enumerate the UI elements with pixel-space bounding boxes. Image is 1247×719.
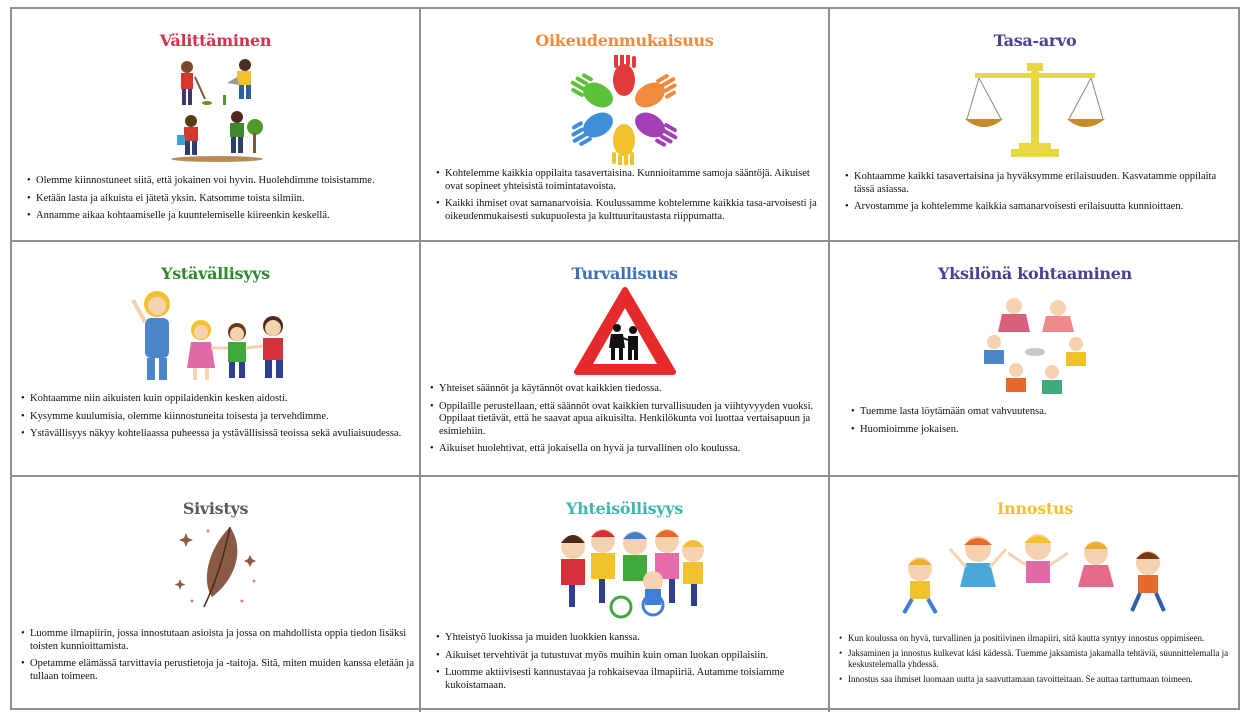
card-valittaminen <box>12 9 421 242</box>
bullet: • Arvostamme ja kohtelemme kaikkia samanarvoisesti erilaisuutta kunnioittaen. <box>844 201 1229 214</box>
balance-scale-icon <box>965 57 1105 161</box>
bullet: • Jaksaminen ja innostus kulkevat käsi kädessä. Tuemme jaksamista jakamalla tehtäviä, suunnittelemalla ja keskustelemalla yhdessä. <box>838 648 1236 670</box>
card-innostus <box>830 477 1240 712</box>
bullet: • Kaikki ihmiset ovat samanarvoisia. Koulussamme kohtelemme kaikkia tasa-arvoisesti ja oikeudenmukaisesti sukupuolesta ja kulttuuritaustasta riippumatta. <box>435 198 820 223</box>
bullet: • Innostus saa ihmiset luomaan uutta ja saavuttamaan tavoitteitaan. Se auttaa tarttumaan toimeen. <box>838 674 1236 685</box>
card-bullets <box>838 633 1236 689</box>
bullet: • Luomme aktiivisesti kannustavaa ja rohkaisevaa ilmapiiriä. Autamme toisiamme kukoistamaan. <box>435 667 825 692</box>
group-of-children-illustration <box>549 521 709 621</box>
card-bullets <box>435 632 825 697</box>
bullet: • Opetamme elämässä tarvittavia perustietoja ja -taitoja. Sitä, miten muiden kanssa eletään ja tullaan toimeen. <box>20 658 415 683</box>
bullet: • Ketään lasta ja aikuista ei jätetä yksin. Katsomme toista silmiin. <box>26 193 411 206</box>
card-title: Sivistys <box>182 499 249 518</box>
bullet: • Luomme ilmapiirin, jossa innostutaan asioista ja jossa on mahdollista oppia tiedon lisäksi toisten kunnioittamista. <box>20 628 415 653</box>
card-tasa-arvo <box>830 9 1240 242</box>
bullet: • Yhteiset säännöt ja käytännöt ovat kaikkien tiedossa. <box>429 383 824 396</box>
bullet: • Kun koulussa on hyvä, turvallinen ja positiivinen ilmapiiri, sitä kautta syntyy innostus oppimiseen. <box>838 633 1236 644</box>
card-bullets <box>429 383 824 461</box>
feather-quill-icon <box>172 521 262 613</box>
card-bullets <box>844 171 1229 219</box>
card-title: Välittäminen <box>159 31 272 50</box>
jumping-children-illustration <box>900 527 1170 619</box>
bullet: • Oppilaille perustellaan, että säännöt ovat kaikkien turvallisuuden ja viihtyvyyden vuoksi. Oppilaat tietävät, että he saavat apua aikuisilta. Henkilökunta voi luottaa vertaisapuun ja esimiehiin. <box>429 401 824 439</box>
card-ystavallisyys <box>12 242 421 477</box>
teacher-with-children-illustration <box>127 286 307 388</box>
card-turvallisuus <box>421 242 830 477</box>
children-in-circle-illustration <box>980 292 1090 398</box>
card-bullets <box>26 175 411 228</box>
card-bullets <box>20 393 415 446</box>
card-title: Tasa-arvo <box>993 31 1077 50</box>
card-yhteisollisyys <box>421 477 830 712</box>
bullet: • Tuemme lasta löytämään omat vahvuutensa. <box>850 406 1230 419</box>
bullet: • Kysymme kuulumisia, olemme kiinnostuneita toisesta ja tervehdimme. <box>20 411 415 424</box>
bullet: • Annamme aikaa kohtaamiselle ja kuuntelemiselle kiireenkin keskellä. <box>26 210 411 223</box>
bullet: • Ystävällisyys näkyy kohteliaassa puheessa ja ystävällisissä teoissa sekä avuliaisuudessa. <box>20 428 415 441</box>
card-title: Yksilönä kohtaaminen <box>938 264 1132 283</box>
bullet: • Kohtaamme niin aikuisten kuin oppilaidenkin kesken aidosti. <box>20 393 415 406</box>
children-crossing-warning-sign <box>573 286 677 378</box>
card-bullets <box>850 406 1230 441</box>
bullet: • Kohtaamme kaikki tasavertaisina ja hyväksymme erilaisuuden. Kasvatamme oppilaita tässä asiassa. <box>844 171 1229 196</box>
values-grid <box>10 7 1240 710</box>
bullet: • Kohtelemme kaikkia oppilaita tasavertaisina. Kunnioitamme samoja sääntöjä. Aikuiset ovat sopineet yhteisistä toimintatavoista. <box>435 168 820 193</box>
card-title: Innostus <box>996 499 1074 518</box>
card-oikeudenmukaisuus <box>421 9 830 242</box>
card-title: Yhteisöllisyys <box>565 499 684 518</box>
colorful-hands-circle-icon <box>569 55 679 165</box>
card-title: Oikeudenmukaisuus <box>535 31 714 50</box>
card-title: Turvallisuus <box>571 264 678 283</box>
card-bullets <box>20 628 415 688</box>
bullet: • Yhteistyö luokissa ja muiden luokkien kanssa. <box>435 632 825 645</box>
card-bullets <box>435 168 820 228</box>
bullet: • Aikuiset tervehtivät ja tutustuvat myös muihin kuin oman luokan oppilaisiin. <box>435 650 825 663</box>
children-gardening-illustration <box>167 55 267 163</box>
card-yksilona-kohtaaminen <box>830 242 1240 477</box>
bullet: • Aikuiset huolehtivat, että jokaisella on hyvä ja turvallinen olo koulussa. <box>429 443 824 456</box>
card-sivistys <box>12 477 421 712</box>
bullet: • Olemme kiinnostuneet siitä, että jokainen voi hyvin. Huolehdimme toisistamme. <box>26 175 411 188</box>
bullet: • Huomioimme jokaisen. <box>850 424 1230 437</box>
card-title: Ystävällisyys <box>161 264 270 283</box>
